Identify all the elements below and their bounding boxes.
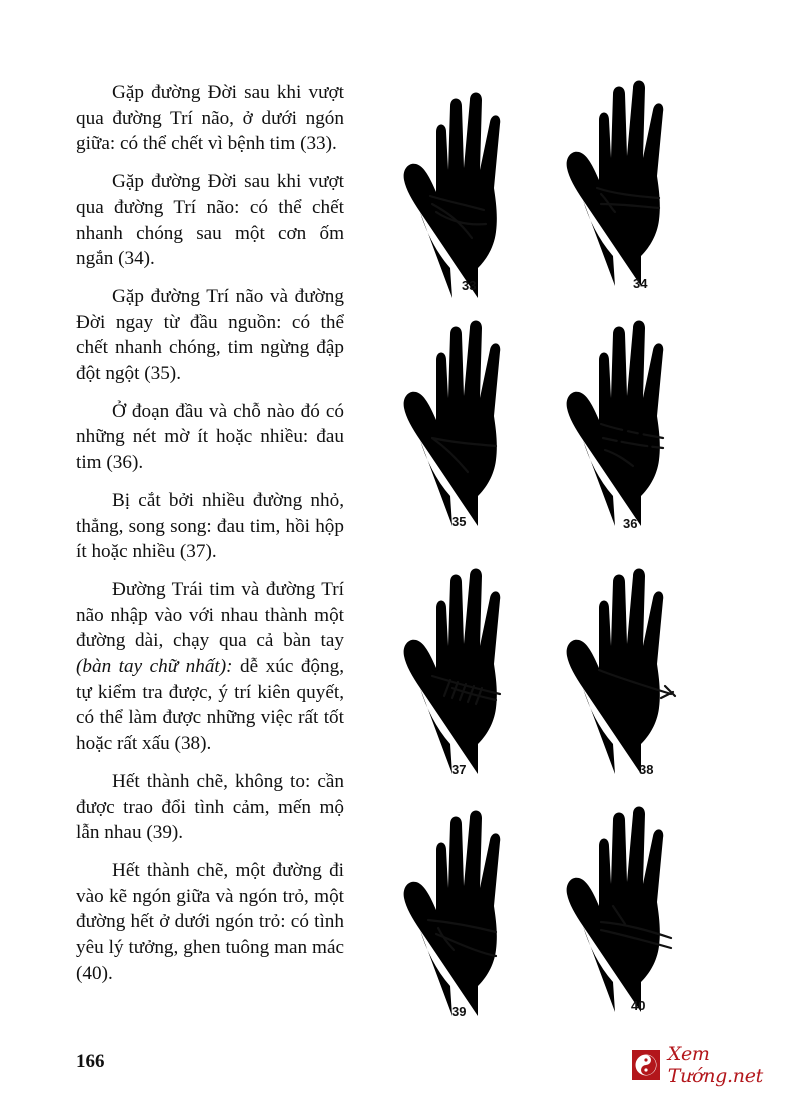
figure-number: 40 bbox=[631, 998, 646, 1013]
watermark[interactable] bbox=[632, 1043, 800, 1087]
palm-figure-37 bbox=[392, 568, 542, 778]
paragraph-35: Gặp đường Trí não và đường Đời ngay từ đầu nguồn: có thể chết nhanh chóng, tim ngừng đập đột ngột (35). bbox=[76, 285, 344, 385]
paragraph-34: Gặp đường Đời sau khi vượt qua đường Trí não: có thể chết nhanh chóng sau một cơn ốm ngắn (34). bbox=[76, 171, 344, 270]
figure-number: 39 bbox=[452, 1004, 467, 1019]
palm-figure-38 bbox=[555, 568, 705, 778]
figure-number: 33 bbox=[462, 278, 477, 293]
palm-figure-40 bbox=[555, 806, 705, 1016]
paragraph-33: Gặp đường Đời sau khi vượt qua đường Trí não, ở dưới ngón giữa: có thể chết vì bệnh tim (33). bbox=[76, 82, 344, 155]
palm-figure-34 bbox=[555, 80, 705, 290]
watermark-text: Xem Tướng.net bbox=[667, 1043, 763, 1087]
figure-number: 35 bbox=[452, 514, 467, 529]
palm-figure-36 bbox=[555, 320, 705, 530]
palm-figure-39 bbox=[392, 810, 542, 1020]
paragraph-36: Ở đoạn đầu và chỗ nào đó có những nét mờ ít hoặc nhiều: đau tim (36). bbox=[76, 400, 344, 474]
figure-number: 34 bbox=[633, 276, 648, 291]
paragraph-39: Hết thành chẽ, không to: cần được trao đổi tình cảm, mến mộ lẫn nhau (39). bbox=[76, 770, 344, 844]
paragraph-38: Đường Trái tim và đường Trí não nhập vào với nhau thành một đường dài, chạy qua cả bàn tay (bàn tay chữ nhất): dễ xúc động, tự kiểm tra được, ý trí kiên quyết, có thể làm được những việc rất tốt hoặc rất xấu (38). bbox=[76, 578, 344, 755]
text-column bbox=[76, 80, 344, 999]
page-number: 166 bbox=[76, 1051, 105, 1072]
yin-yang-icon bbox=[632, 1050, 660, 1080]
paragraph-40: Hết thành chẽ, một đường đi vào kẽ ngón giữa và ngón trỏ, một đường hết ở dưới ngón trỏ: có tình yêu lý tưởng, ghen tuông man mác (40). bbox=[76, 859, 344, 984]
figure-number: 37 bbox=[452, 762, 467, 777]
figure-number: 36 bbox=[623, 516, 638, 531]
palm-figure-35 bbox=[392, 320, 542, 530]
figure-number: 38 bbox=[639, 762, 654, 777]
palm-figure-33 bbox=[392, 92, 542, 302]
paragraph-37: Bị cắt bởi nhiều đường nhỏ, thẳng, song song: đau tim, hồi hộp ít hoặc nhiều (37). bbox=[76, 489, 344, 563]
